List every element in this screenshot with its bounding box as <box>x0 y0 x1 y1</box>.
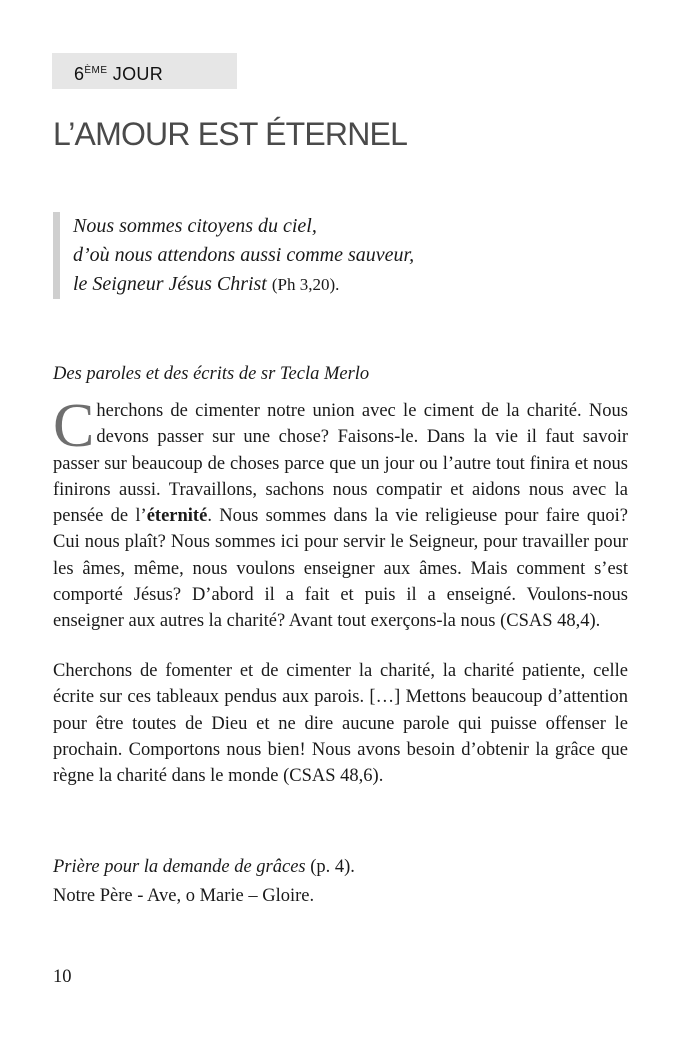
day-superscript: ÈME <box>84 65 108 76</box>
prayer-title-italic: Prière pour la demande de grâces <box>53 857 306 877</box>
day-label <box>74 58 163 87</box>
day-number: 6 <box>74 64 85 84</box>
para1-text-start: herchons de cimenter notre union avec le ciment de la charité. Nous devons passer sur une chose? Faisons-le. Dans la vie il faut savoir passer sur beaucoup de choses parce que un jour ou l’autre tout finira et nous finirons aussi. Travaillons, sachons nous compatir et aidons nous avec la pensée de l’ <box>53 401 628 527</box>
quote-line-1: Nous sommes citoyens du ciel, <box>73 215 317 237</box>
body-paragraph-2: Cherchons de fomenter et de cimenter la charité, la charité patiente, celle écrite sur ces tableaux pendus aux parois. […] Mettons beaucoup d’attention pour être toutes de Dieu et ne dire aucune parole qui puisse offenser le prochain. Comportons nous bien! Nous avons besoin d’obtenir la grâce que règne la charité dans le monde (CSAS 48,6). <box>53 661 628 787</box>
prayer-title <box>53 853 355 881</box>
body-paragraph-1 <box>53 392 628 635</box>
section-title: Des paroles et des écrits de sr Tecla Merlo <box>53 364 370 384</box>
para1-text-end: . Nous sommes dans la vie religieuse pour faire quoi? Cui nous plaît? Nous sommes ici pour servir le Seigneur, pour travailler pour les âmes, même, nous voulons enseigner aux âmes. Mais comment s’est comporté Jésus? D’abord il a fait et puis il a enseigné. Voulons-nous enseigner aux autres la charité? Avant tout exerçons-la nous (CSAS 48,4). <box>53 506 628 632</box>
quote-line-3 <box>73 270 633 299</box>
scripture-quote <box>53 212 633 299</box>
drop-cap: C <box>53 392 95 460</box>
quote-line-2: d’où nous attendons aussi comme sauveur, <box>73 244 415 266</box>
day-word: JOUR <box>112 64 163 84</box>
quote-line-3-text: le Seigneur Jésus Christ <box>73 273 267 295</box>
para1-bold-word: éternité <box>146 506 208 527</box>
chapter-title: L’AMOUR EST ÉTERNEL <box>53 116 408 152</box>
quote-reference: (Ph 3,20). <box>271 275 340 294</box>
prayer-title-ref: (p. 4). <box>305 857 355 877</box>
page-number: 10 <box>53 967 72 987</box>
prayer-text: Notre Père - Ave, o Marie – Gloire. <box>53 886 315 906</box>
